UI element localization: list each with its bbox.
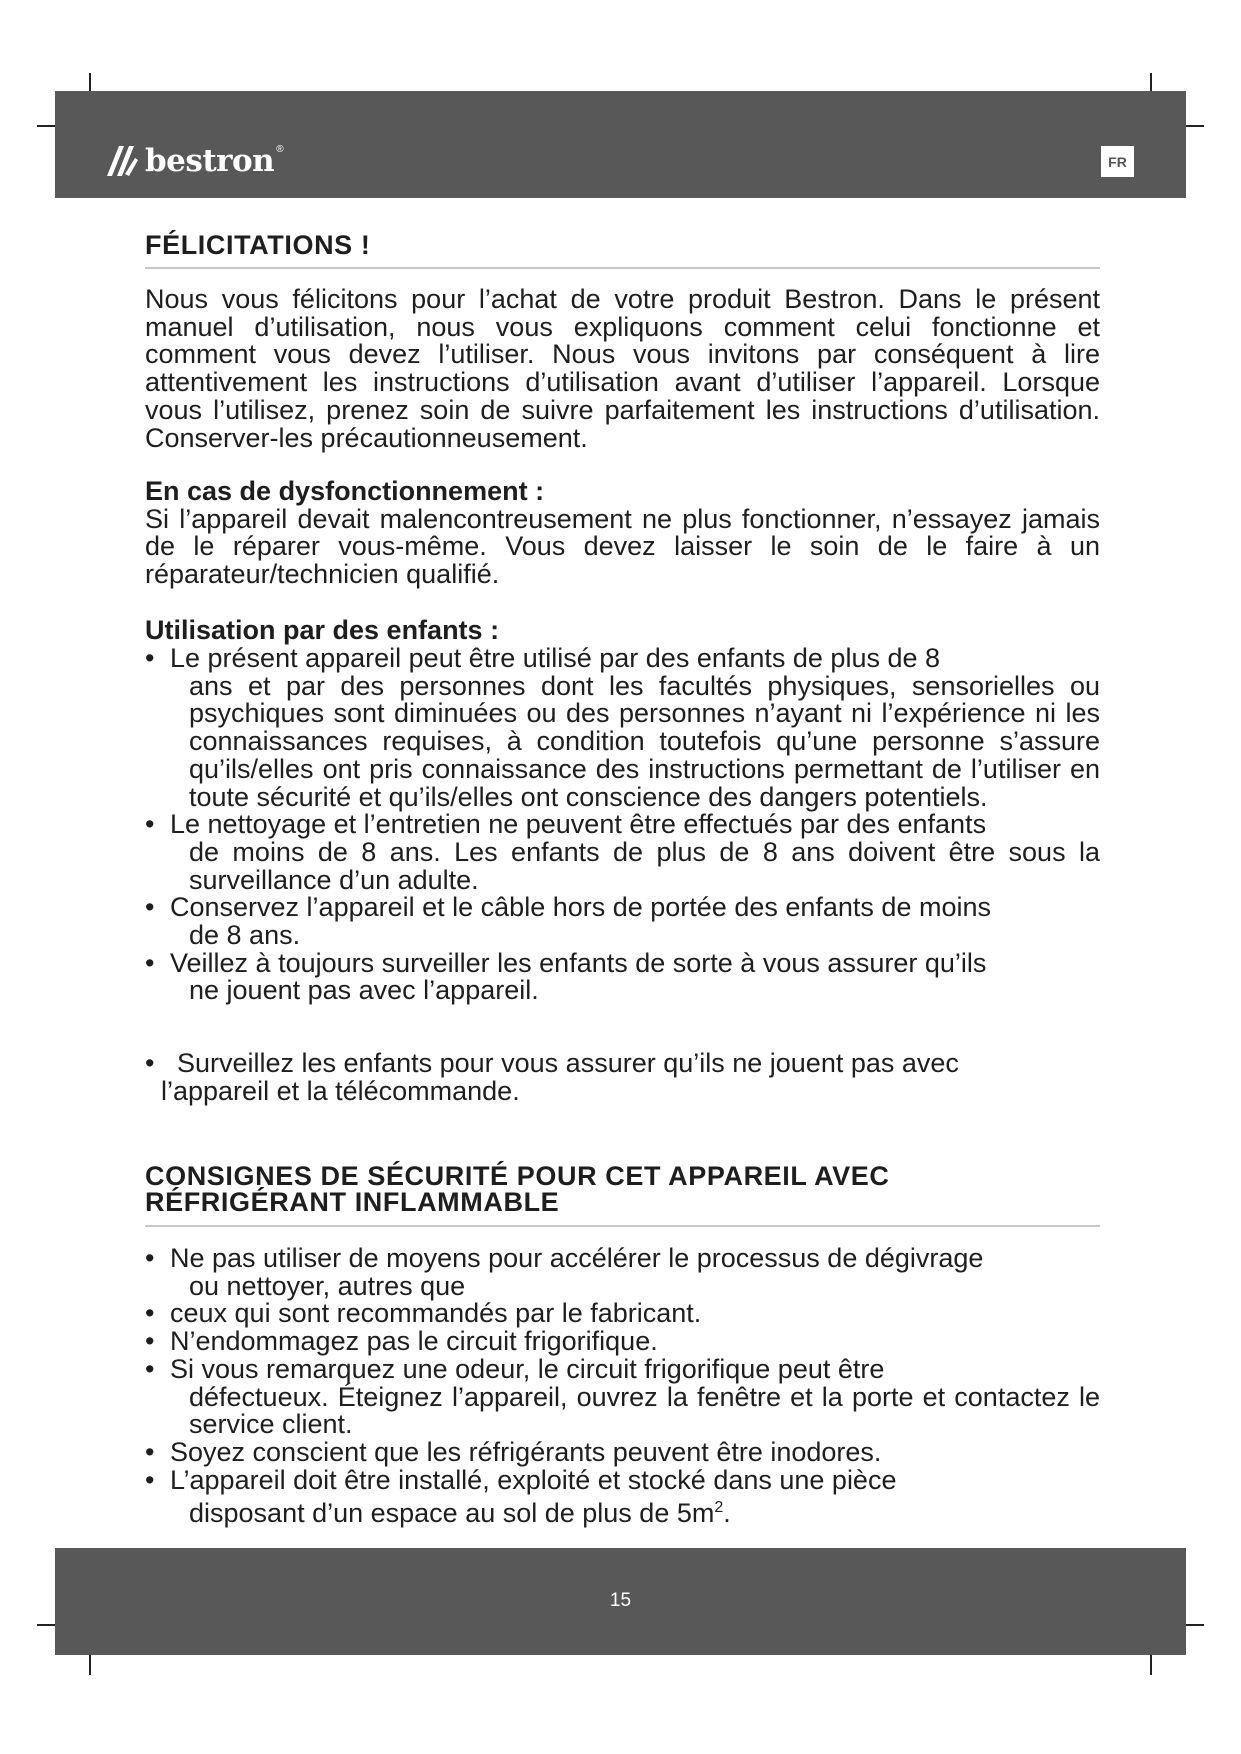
malfunction-text: Si l’appareil devait malencontreusement ne plus fonctionner, n’essayez jamais de le réparer vous-même. Vous devez laisser le soin de le faire à un réparateur/technicien qualifié.	[145, 503, 1100, 590]
list-item	[145, 1328, 1100, 1356]
bullet-first-line: Conservez l’appareil et le câble hors de portée des enfants de moins	[170, 892, 991, 923]
bullet-continuation: ans et par des personnes dont les facultés physiques, sensorielles ou psychiques sont diminuées ou des personnes n’ayant ni l’expérience ni les connaissances requises, à condition toutefois qu’une personne s’assure qu’ils/elles ont pris connaissance des instructions permettant de l’utiliser en toute sécurité et qu’ils/elles ont conscience des dangers potentiels.	[189, 670, 1100, 812]
list-item	[145, 1245, 1100, 1300]
bullet-continuation: ou nettoyer, autres que	[189, 1270, 466, 1301]
children-title: Utilisation par des enfants :	[145, 615, 500, 645]
bullet-glyph: •	[145, 1048, 177, 1078]
section-title-safety	[145, 1163, 890, 1215]
language-badge: FR	[1101, 146, 1134, 177]
list-item	[145, 1353, 1100, 1440]
malfunction-title: En cas de dysfonctionnement :	[145, 476, 545, 506]
children-bullet-list	[145, 645, 1100, 1005]
safety-bullet-list	[145, 1245, 1100, 1528]
bullet-continuation: défectueux. Éteignez l’appareil, ouvrez la fenêtre et la porte et contactez le service client.	[189, 1381, 1100, 1440]
trailing-period: .	[723, 1498, 731, 1529]
bullet-continuation	[170, 1494, 1100, 1528]
section-title-felicitations: FÉLICITATIONS !	[145, 230, 371, 260]
bullet-continuation: de 8 ans.	[189, 920, 301, 951]
list-item	[145, 645, 1100, 811]
brand-name: bestron	[145, 143, 275, 179]
bullet-first-line: Veillez à toujours surveiller les enfants de sorte à vous assurer qu’ils	[170, 947, 987, 978]
page-number: 15	[609, 1590, 632, 1611]
section-title-line: RÉFRIGÉRANT INFLAMMABLE	[145, 1187, 560, 1217]
bullet-first-line: ceux qui sont recommandés par le fabricant.	[170, 1298, 702, 1329]
list-item	[145, 811, 1100, 894]
section-divider	[145, 1225, 1100, 1227]
list-item	[145, 1300, 1100, 1328]
bullet-continuation: ne jouent pas avec l’appareil.	[189, 975, 539, 1006]
intro-paragraph: Nous vous félicitons pour l’achat de votre produit Bestron. Dans le présent manuel d’utilisation, nous vous expliquons comment celui fonctionne et comment vous devez l’utiliser. Nous vous invitons par conséquent à lire attentivement les instructions d’utilisation avant d’utiliser l’appareil. Lorsque vous l’utilisez, prenez soin de suivre parfaitement les instructions d’utilisation. Conserver-les précautionneusement.	[145, 284, 1100, 453]
bullet-continuation-text: disposant d’un espace au sol de plus de 5m	[189, 1498, 715, 1529]
list-item	[145, 1464, 1100, 1529]
brand-chevron-icon	[105, 144, 139, 178]
bullet-first-line: Soyez conscient que les réfrigérants peuvent être inodores.	[170, 1436, 882, 1467]
section-divider	[145, 267, 1100, 269]
superscript: 2	[714, 1499, 724, 1517]
bullet-first-line: Si vous remarquez une odeur, le circuit frigorifique peut être	[170, 1353, 885, 1384]
children-title-block	[145, 617, 1100, 645]
page-footer	[55, 1548, 1186, 1655]
list-item	[145, 1436, 1100, 1467]
bullet-continuation: l’appareil et la télécommande.	[161, 1075, 520, 1106]
registered-mark: ®	[276, 143, 284, 155]
extra-bullet	[145, 1050, 1100, 1105]
bullet-first-line: Surveillez les enfants pour vous assurer qu’ils ne jouent pas avec	[176, 1048, 959, 1078]
malfunction-block	[145, 478, 1100, 589]
bullet-continuation: de moins de 8 ans. Les enfants de plus de 8 ans doivent être sous la surveillance d’un adulte.	[189, 836, 1100, 895]
page-header	[55, 91, 1186, 198]
bullet-first-line: L’appareil doit être installé, exploité et stocké dans une pièce	[170, 1464, 897, 1495]
list-item	[145, 894, 1100, 949]
bullet-first-line: N’endommagez pas le circuit frigorifique.	[170, 1326, 658, 1357]
section-title-line: CONSIGNES DE SÉCURITÉ POUR CET APPAREIL AVEC	[145, 1161, 890, 1191]
bullet-first-line: Le nettoyage et l’entretien ne peuvent être effectués par des enfants	[170, 809, 987, 840]
bullet-first-line: Le présent appareil peut être utilisé par des enfants de plus de 8	[170, 643, 941, 673]
brand-logo	[105, 141, 284, 181]
list-item	[145, 947, 1100, 1006]
bullet-first-line: Ne pas utiliser de moyens pour accélérer le processus de dégivrage	[170, 1243, 984, 1273]
